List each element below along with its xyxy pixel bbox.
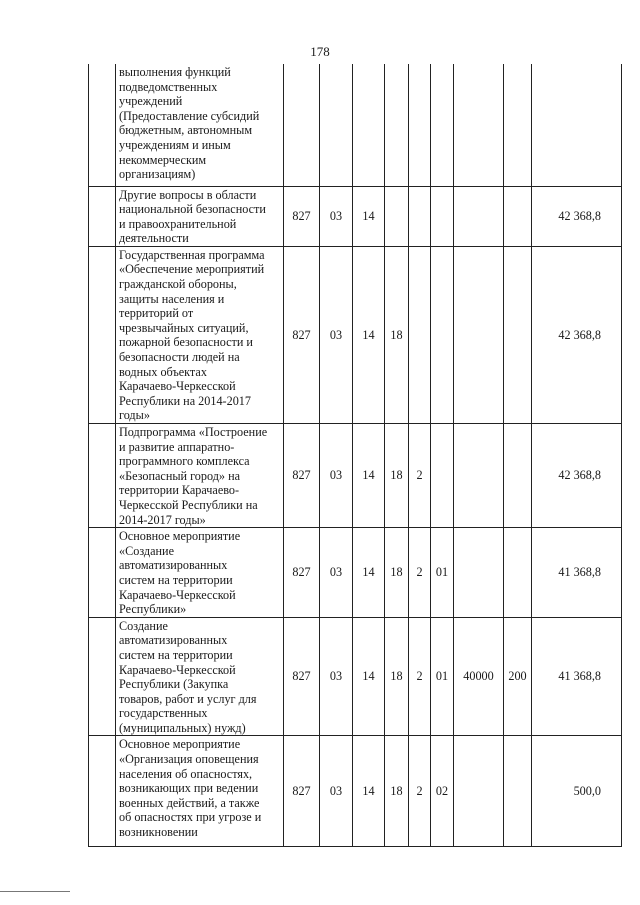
- program-cell: [385, 64, 409, 186]
- subprogram-cell: 2: [409, 424, 431, 528]
- ved-cell: 827: [284, 617, 320, 736]
- item-name-cell: [116, 246, 284, 423]
- page-number: 178: [310, 44, 330, 59]
- item-name-line: бюджетным, автономным: [119, 123, 253, 138]
- margin-cell: [89, 64, 116, 186]
- item-name-line: гражданской обороны,: [119, 277, 237, 292]
- budget-table: [88, 64, 622, 847]
- expense-type-cell: 200: [504, 617, 532, 736]
- section-cell: 03: [320, 617, 353, 736]
- item-name-line: учреждениям и иным: [119, 137, 231, 152]
- item-name-cell: [116, 424, 284, 528]
- subprogram-cell: [409, 186, 431, 246]
- item-name-line: автоматизированных: [119, 558, 228, 573]
- item-name-line: автоматизированных: [119, 633, 228, 648]
- program-cell: [385, 186, 409, 246]
- item-name-line: Карачаево-Черкесской: [119, 379, 236, 394]
- item-name-line: Государственная программа: [119, 247, 265, 262]
- item-name-line: некоммерческим: [119, 152, 207, 167]
- direction-cell: [454, 736, 504, 847]
- item-name-line: Основное мероприятие: [119, 737, 241, 752]
- item-name-line: и правоохранительной: [119, 216, 237, 231]
- amount-cell: 42 368,8: [532, 246, 622, 423]
- item-name-line: защиты населения и: [119, 291, 225, 306]
- item-name-line: «Создание: [119, 543, 174, 558]
- margin-cell: [89, 424, 116, 528]
- ved-cell: 827: [284, 528, 320, 618]
- event-cell: 01: [431, 528, 454, 618]
- table-row: [89, 424, 622, 528]
- subsection-cell: 14: [353, 617, 385, 736]
- item-name-line: территорий от: [119, 306, 194, 321]
- item-name-line: национальной безопасности: [119, 202, 266, 217]
- margin-cell: [89, 617, 116, 736]
- item-name-line: «Обеспечение мероприятий: [119, 262, 265, 277]
- subsection-cell: 14: [353, 528, 385, 618]
- program-cell: 18: [385, 528, 409, 618]
- amount-cell: 41 368,8: [532, 528, 622, 618]
- item-name-line: «Безопасный город» на: [119, 468, 241, 483]
- subsection-cell: 14: [353, 246, 385, 423]
- program-cell: 18: [385, 246, 409, 423]
- expense-type-cell: [504, 528, 532, 618]
- item-name-line: выполнения функций: [119, 65, 231, 79]
- section-cell: [320, 64, 353, 186]
- item-name-line: годы»: [119, 408, 150, 423]
- section-cell: 03: [320, 528, 353, 618]
- margin-cell: [89, 736, 116, 847]
- item-name-line: водных объектах: [119, 364, 207, 379]
- event-cell: 02: [431, 736, 454, 847]
- item-name-line: территории Карачаево-: [119, 483, 240, 498]
- table-row: [89, 64, 622, 186]
- expense-type-cell: [504, 736, 532, 847]
- margin-cell: [89, 186, 116, 246]
- item-name-line: (муниципальных) нужд): [119, 720, 246, 735]
- direction-cell: [454, 186, 504, 246]
- expense-type-cell: [504, 424, 532, 528]
- amount-cell: [532, 64, 622, 186]
- subprogram-cell: 2: [409, 528, 431, 618]
- item-name-line: возникающих при ведении: [119, 781, 259, 796]
- item-name-line: деятельности: [119, 231, 189, 246]
- item-name-cell: [116, 736, 284, 847]
- item-name-line: (Предоставление субсидий: [119, 108, 260, 123]
- item-name-line: Создание: [119, 618, 168, 633]
- item-name-line: систем на территории: [119, 572, 233, 587]
- item-name-line: Карачаево-Черкесской: [119, 587, 236, 602]
- subsection-cell: 14: [353, 186, 385, 246]
- item-name-line: Основное мероприятие: [119, 529, 241, 544]
- item-name-line: возникновении: [119, 825, 198, 840]
- item-name-line: товаров, работ и услуг для: [119, 691, 257, 706]
- item-name-cell: [116, 186, 284, 246]
- subsection-cell: 14: [353, 736, 385, 847]
- event-cell: [431, 246, 454, 423]
- item-name-line: учреждений: [119, 94, 183, 109]
- program-cell: 18: [385, 424, 409, 528]
- table-row: [89, 246, 622, 423]
- direction-cell: 40000: [454, 617, 504, 736]
- event-cell: [431, 64, 454, 186]
- item-name-line: Республики на 2014-2017: [119, 393, 251, 408]
- section-cell: 03: [320, 736, 353, 847]
- event-cell: [431, 186, 454, 246]
- program-cell: 18: [385, 617, 409, 736]
- direction-cell: [454, 528, 504, 618]
- item-name-line: Подпрограмма «Построение: [119, 425, 268, 439]
- item-name-cell: [116, 617, 284, 736]
- section-cell: 03: [320, 186, 353, 246]
- amount-cell: 42 368,8: [532, 186, 622, 246]
- item-name-line: программного комплекса: [119, 454, 250, 469]
- subsection-cell: [353, 64, 385, 186]
- table-row: [89, 736, 622, 847]
- item-name-line: населения об опасностях,: [119, 766, 253, 781]
- ved-cell: 827: [284, 246, 320, 423]
- expense-type-cell: [504, 246, 532, 423]
- table-row: [89, 186, 622, 246]
- expense-type-cell: [504, 64, 532, 186]
- item-name-line: пожарной безопасности и: [119, 335, 253, 350]
- amount-cell: 42 368,8: [532, 424, 622, 528]
- event-cell: 01: [431, 617, 454, 736]
- ved-cell: 827: [284, 186, 320, 246]
- item-name-line: Республики (Закупка: [119, 677, 229, 692]
- subprogram-cell: [409, 64, 431, 186]
- item-name-line: об опасностях при угрозе и: [119, 810, 262, 825]
- item-name-line: Другие вопросы в области: [119, 187, 257, 202]
- item-name-line: Черкесской Республики на: [119, 497, 258, 512]
- item-name-line: систем на территории: [119, 647, 233, 662]
- item-name-line: «Организация оповещения: [119, 752, 259, 767]
- direction-cell: [454, 424, 504, 528]
- subsection-cell: 14: [353, 424, 385, 528]
- item-name-line: Республики»: [119, 602, 187, 617]
- item-name-line: Карачаево-Черкесской: [119, 662, 236, 677]
- ved-cell: [284, 64, 320, 186]
- section-cell: 03: [320, 246, 353, 423]
- item-name-line: государственных: [119, 706, 208, 721]
- amount-cell: 500,0: [532, 736, 622, 847]
- item-name-line: организациям): [119, 167, 196, 182]
- item-name-line: чрезвычайных ситуаций,: [119, 320, 249, 335]
- item-name-cell: [116, 528, 284, 618]
- event-cell: [431, 424, 454, 528]
- direction-cell: [454, 246, 504, 423]
- item-name-line: 2014-2017 годы»: [119, 512, 206, 527]
- table-body: [89, 64, 622, 847]
- subprogram-cell: [409, 246, 431, 423]
- amount-cell: 41 368,8: [532, 617, 622, 736]
- direction-cell: [454, 64, 504, 186]
- item-name-line: подведомственных: [119, 79, 218, 94]
- item-name-line: безопасности людей на: [119, 350, 240, 365]
- table-row: [89, 528, 622, 618]
- ved-cell: 827: [284, 424, 320, 528]
- item-name-cell: [116, 64, 284, 186]
- expense-type-cell: [504, 186, 532, 246]
- subprogram-cell: 2: [409, 617, 431, 736]
- program-cell: 18: [385, 736, 409, 847]
- footer-rule: [0, 891, 70, 892]
- item-name-line: и развитие аппаратно-: [119, 439, 235, 454]
- subprogram-cell: 2: [409, 736, 431, 847]
- margin-cell: [89, 528, 116, 618]
- ved-cell: 827: [284, 736, 320, 847]
- margin-cell: [89, 246, 116, 423]
- section-cell: 03: [320, 424, 353, 528]
- table-row: [89, 617, 622, 736]
- item-name-line: военных действий, а также: [119, 795, 260, 810]
